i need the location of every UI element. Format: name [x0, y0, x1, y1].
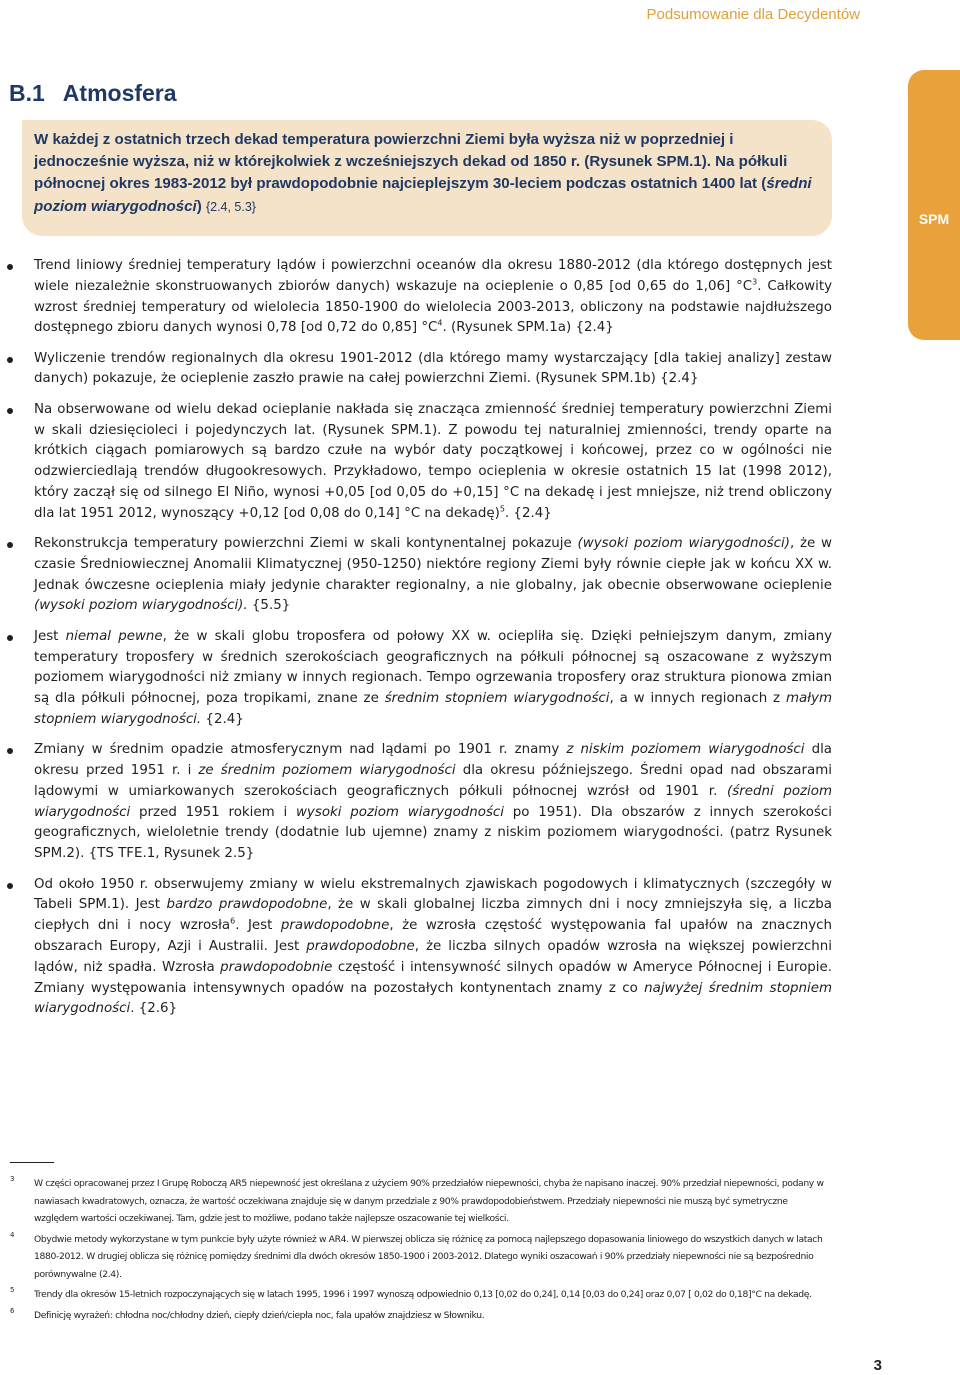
spm-side-tab [908, 70, 960, 340]
confidence-term: wysoki poziom wiarygodności [295, 804, 504, 820]
bullet-text: dla okresu późniejszego. Średni opad nad obszarami lądowymi w umiarkowanych szerokościach geograficznych półkuli północnej wzrósł od 1901 r. [34, 763, 832, 799]
summary-text: W każdej z ostatnich trzech dekad temperatura powierzchni Ziemi była wyższa niż w poprzedniej i jednocześnie wyższa, niż w którejkolwiek z wcześniejszych dekad od 1850 r. (Rysunek SPM.1). Na półkuli północnej okres 1983-2012 był prawdopodobnie najcieplejszym 30-leciem podczas ostatnich 1400 lat ( [34, 131, 788, 193]
bullet-text: . {2.6} [130, 1001, 178, 1017]
footnote [10, 1286, 832, 1304]
bullet-paragraph [34, 740, 832, 865]
bullet-paragraph [34, 534, 832, 617]
bullet-text: Od około 1950 r. obserwujemy zmiany w wielu ekstremalnych zjawiskach pogodowych i klimatycznych (szczegóły w Tabeli SPM.1). Jest [34, 876, 832, 913]
bullet-text: . Całkowity wzrost średniej temperatury od wielolecia 1850-1900 do wielolecia 2003-2013, obliczony na podstawie najdłuższego dostępnego zbioru danych wynosi 0,78 [od 0,72 do 0,85] °C [34, 278, 832, 336]
confidence-term: małym stopniem wiarygodności. [34, 691, 833, 727]
footnote-ref: 5 [499, 504, 505, 514]
footnote-number: 5 [10, 1286, 15, 1294]
bullet-text: . {2.4} [504, 505, 552, 521]
bullet-text: , że liczba silnych opadów wzrosła na większej powierzchni lądów, niż spadła. Wzrosła [34, 938, 832, 975]
confidence-term: prawdopodobne [280, 918, 390, 934]
bullet-text: Na obserwowane od wielu dekad ocieplanie nakłada się znacząca zmienność średniej temperatury powierzchni Ziemi w skali dziesięcioleci i pojedynczych lat. (Rysunek SPM.1). Z powodu tej naturalniej zmienności, trendy oparte na krótkich ciągach pomiarowych są bardzo czułe na wybór daty początkowej i końcowej, przez co w ogólności nie odzwierciedlają trendów długookresowych. Przykładowo, tempo ocieplenia w okresie ostatnich 15 lat (1998 2012), który zaczął się od silnego El Niño, wynosi +0,05 [od 0,05 do +0,15] °C na dekadę i jest mniejsze, niż trend obliczony dla lat 1951 2012, wynoszący +0,12 [od 0,08 do 0,14] °C na dekadę) [34, 401, 832, 521]
bullet-item [34, 875, 832, 1021]
bullet-text: Jest [34, 628, 66, 644]
confidence-term: średnim stopniem wiarygodności [384, 691, 610, 707]
bullet-item [34, 534, 832, 617]
confidence-term: prawdopodobne [306, 938, 415, 954]
footnote [10, 1175, 832, 1228]
footnote-text: Obydwie metody wykorzystane w tym punkcie były użyte również w AR4. W pierwszej oblicza się różnicę za pomocą najlepszego dopasowania liniowego do wszystkich danych w latach 1880-2012. W drugiej oblicza się różnicę pomiędzy średnimi dla dwóch okresów 1850-1900 i 2003-2012. Dlatego wyniki oszacowań i 90% przedziały niepewności nie są bezpośrednio porównywalne (2.4). [34, 1233, 823, 1280]
summary-ref: {2.4, 5.3} [205, 199, 256, 214]
bullet-text: przed 1951 rokiem i [130, 804, 296, 820]
confidence-term: (wysoki poziom wiarygodności) [577, 536, 790, 552]
footnote-ref: 6 [230, 916, 236, 926]
bullet-paragraph [34, 627, 832, 731]
confidence-term: z niskim poziomem wiarygodności [566, 742, 805, 758]
footnotes [10, 1175, 832, 1327]
footnote-divider [10, 1162, 54, 1163]
bullet-text: , że w skali globalnej liczba zimnych dni i nocy zmniejszyła się, a liczba ciepłych dni i nocy wzrosła [34, 897, 833, 934]
bullet-item [34, 627, 832, 731]
footnote-text: W części opracowanej przez I Grupę Roboczą AR5 niepewność jest określana z użyciem 90% przedziałów niepewności, chyba że napisano inaczej. 90% przedział niepewności, podany w nawiasach kwadratowych, oznacza, że wartość oczekiwana znajduje się w danym przedziale z 90% prawdopodobieństwem. Przedziały niepewności nie muszą być symetryczne względem wartości oczekiwanej. Tam, gdzie jest to możliwe, podano także najlepsze oszacowanie tej wielkości. [34, 1178, 824, 1224]
footnote-number: 3 [10, 1175, 15, 1183]
bullet-text: po 1951). Dla obszarów z innych szerokości geograficznych, wieloletnie trendy (dodatnie lub ujemne) znamy z niskim poziomem wiarygodności. (patrz Rysunek SPM.2). {TS TFE.1, Rysunek 2.5} [34, 804, 832, 862]
footnote-ref: 4 [437, 318, 443, 328]
bullet-text: , a w innych regionach z [609, 691, 786, 707]
bullet-text: Trend liniowy średniej temperatury lądów i powierzchni oceanów dla okresu 1880-2012 (dla którego dostępnych jest wiele niezależnie skonstruowanych zbiorów danych) wskazuje na ocieplenie o 0,85 [od 0,65 do 1,06] °C [34, 258, 832, 294]
bullet-item [34, 349, 832, 391]
footnote [10, 1231, 832, 1284]
bullet-text: . (Rysunek SPM.1a) {2.4} [442, 320, 614, 336]
footnote-ref: 3 [752, 277, 758, 287]
bullet-paragraph [34, 256, 832, 339]
bullet-text: częstość i intensywność silnych opadów w Ameryce Północnej i Europie. Zmiany występowania intensywnych opadów na pozostałych kontynentach znamy z co [34, 959, 832, 996]
bullet-text: Wyliczenie trendów regionalnych dla okresu 1901-2012 (dla którego mamy wystarczający [dla takiej analizy] zestaw danych) pokazuje, że ocieplenie zaszło prawie na całej powierzchni Ziemi. (Rysunek SPM.1b) {2.4} [34, 350, 832, 387]
footnote-number: 4 [10, 1230, 15, 1239]
bullet-item [34, 400, 832, 525]
running-title: Podsumowanie dla Decydentów [646, 6, 860, 23]
summary-confidence: średni poziom wiarygodności [34, 175, 812, 215]
bullet-item [34, 256, 832, 339]
confidence-term: prawdopodobnie [220, 959, 333, 975]
bullet-paragraph [34, 349, 832, 391]
bullet-text: dla okresu przed 1951 r. i [34, 742, 832, 779]
footnote-text: Trendy dla okresów 15-letnich rozpoczynających się w latach 1995, 1996 i 1997 wynoszą odpowiednio 0,13 [0,02 do 0,24], 0,14 [0,03 do 0,24] oraz 0,07 [ 0,02 do 0,18]°C na dekadę. [34, 1289, 812, 1300]
spm-tab-label: SPM [918, 211, 950, 227]
footnote-number: 6 [10, 1306, 15, 1315]
bullet-text: Rekonstrukcja temperatury powierzchni Ziemi w skali kontynentalnej pokazuje [34, 536, 578, 552]
footnote-text: Definicję wyrażeń: chłodna noc/chłodny dzień, ciepły dzień/ciepła noc, fala upałów znajdziesz w Słowniku. [34, 1309, 485, 1321]
section-number: B.1 [9, 80, 45, 106]
section-title-text: Atmosfera [62, 80, 177, 106]
bullet-text: , że w skali globu troposfera od połowy XX w. ociepliła się. Dzięki pełniejszym danym, zmiany temperatury troposfery w średnich szerokościach geograficznych na półkuli północnej są oszacowane z wyższym poziomem wiarygodności niż zmiany w innych regionach. Tempo ogrzewania troposfery oraz struktura pionowa zmian są dla półkuli północnej, poza tropikami, znane ze [34, 628, 832, 707]
confidence-term: niemal pewne [65, 628, 163, 644]
confidence-term: ze średnim poziomem wiarygodności [198, 763, 456, 779]
bullet-list [34, 256, 832, 1030]
confidence-term: (wysoki poziom wiarygodności). [34, 598, 248, 614]
bullet-paragraph [34, 875, 832, 1021]
bullet-text: Zmiany w średnim opadzie atmosferycznym nad lądami po 1901 r. znamy [34, 742, 567, 758]
page-number: 3 [873, 1357, 882, 1374]
confidence-term: bardzo prawdopodobne [166, 897, 328, 913]
summary-close: ) [196, 197, 206, 215]
bullet-text: . Jest [235, 918, 281, 934]
footnote [10, 1307, 832, 1325]
summary-box [22, 120, 832, 236]
section-title [9, 80, 177, 107]
bullet-text: {5.5} [247, 598, 291, 614]
bullet-text: {2.4} [201, 711, 244, 727]
bullet-text: , że w czasie Średniowiecznej Anomalii Klimatycznej (950-1250) niektóre regiony Ziemi były równie ciepłe jak w końcu XX w. Jednak ówczesne ocieplenia miały jedynie charakter regionalny, a nie globalny, jak obecnie obserwowane ocieplenie [34, 536, 832, 593]
bullet-text: , że wzrosła częstość występowania fal upałów na znacznych obszarach Europy, Azji i Australii. Jest [34, 918, 832, 954]
bullet-paragraph [34, 400, 832, 525]
confidence-term: najwyżej średnim stopniem wiarygodności [34, 980, 832, 1017]
confidence-term: (średni poziom wiarygodności [34, 783, 833, 820]
bullet-item [34, 740, 832, 865]
